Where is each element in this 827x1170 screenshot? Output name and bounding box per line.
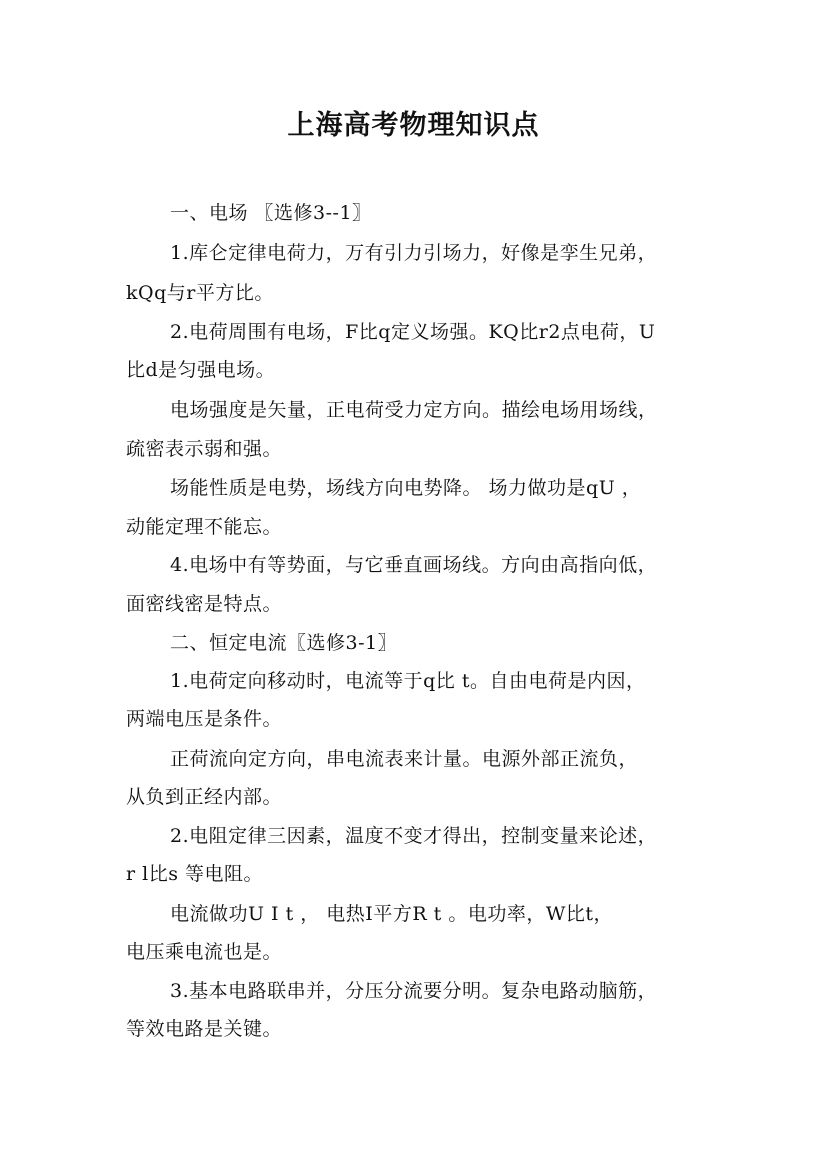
document-title: 上海高考物理知识点 (287, 110, 540, 141)
paragraph-line: 4.电场中有等势面，与它垂直画场线。方向由高指向低， (170, 554, 658, 576)
paragraph-line: 电场强度是矢量，正电荷受力定方向。描绘电场用场线， (170, 399, 658, 421)
paragraph-line: 比d是匀强电场。 (126, 359, 276, 381)
paragraph-line: 1.库仑定律电荷力，万有引力引场力，好像是孪生兄弟， (170, 242, 658, 264)
paragraph-line: 动能定理不能忘。 (126, 516, 283, 538)
paragraph-line: 从负到正经内部。 (126, 786, 283, 808)
paragraph-line: 1.电荷定向移动时，电流等于q比 t。自由电荷是内因， (170, 670, 646, 692)
paragraph-line: 2.电阻定律三因素，温度不变才得出，控制变量来论述， (170, 825, 658, 847)
paragraph-line: 等效电路是关键。 (126, 1018, 283, 1040)
paragraph-line: 场能性质是电势，场线方向电势降。 场力做功是qU ， (170, 477, 642, 499)
paragraph-line: r l比s 等电阻。 (126, 863, 263, 885)
paragraph-line: 疏密表示弱和强。 (126, 438, 283, 460)
paragraph-line: 3.基本电路联串并，分压分流要分明。复杂电路动脑筋， (170, 980, 658, 1002)
paragraph-line: 电流做功U I t ， 电热I平方R t 。电功率，W比t， (170, 903, 614, 925)
paragraph-line: 正荷流向定方向，串电流表来计量。电源外部正流负， (170, 748, 639, 770)
paragraph-line: 2.电荷周围有电场，F比q定义场强。KQ比r2点电荷，U (170, 321, 656, 343)
paragraph-line: 两端电压是条件。 (126, 708, 283, 730)
section-heading-electric-field: 一、电场 〖选修3--1〗 (170, 202, 372, 224)
paragraph-line: kQq与r平方比。 (126, 282, 274, 304)
section-heading-current: 二、恒定电流〖选修3-1〗 (170, 632, 398, 654)
paragraph-line: 面密线密是特点。 (126, 593, 283, 615)
paragraph-line: 电压乘电流也是。 (126, 941, 283, 963)
